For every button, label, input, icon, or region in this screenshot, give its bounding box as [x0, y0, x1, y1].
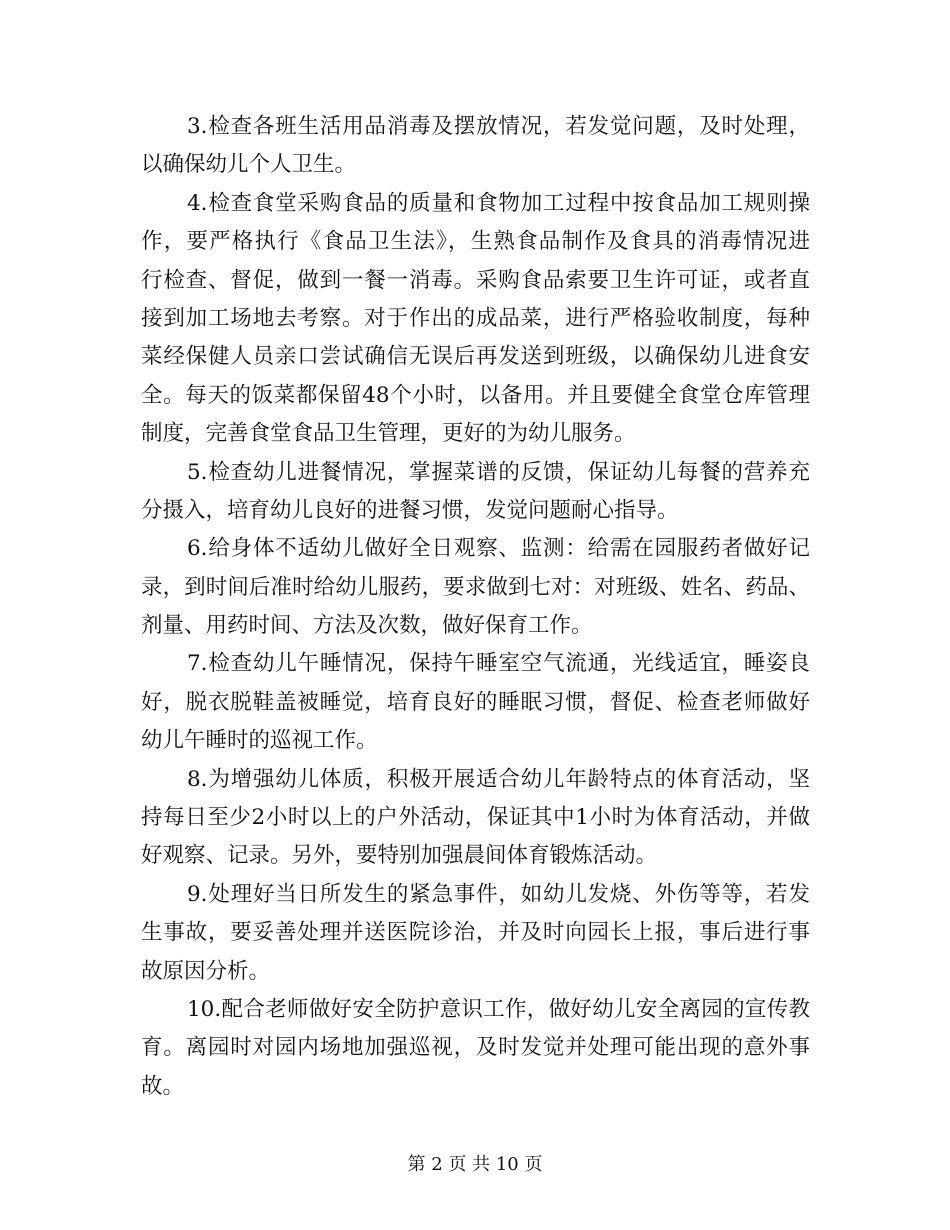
text-line: 行检查、督促，做到一餐一消毒。采购食品索要卫生许可证，或者直 — [141, 267, 810, 293]
text-line: 以确保幼儿个人卫生。 — [141, 152, 357, 178]
paragraph-item-5 — [141, 454, 810, 531]
text-line: 6.给身体不适幼儿做好全日观察、监测：给需在园服药者做好记 — [187, 536, 810, 562]
text-line: 录，到时间后准时给幼儿服药，要求做到七对：对班级、姓名、药品、 — [141, 574, 810, 600]
text-line: 幼儿午睡时的巡视工作。 — [141, 728, 378, 754]
text-line: 剂量、用药时间、方法及次数，做好保育工作。 — [141, 613, 593, 639]
paragraph-item-6 — [141, 530, 810, 645]
text-line: 接到加工场地去考察。对于作出的成品菜，进行严格验收制度，每种 — [141, 305, 810, 331]
text-line: 3.检查各班生活用品消毒及摆放情况，若发觉问题，及时处理， — [187, 114, 810, 139]
text-line: 4.检查食堂采购食品的质量和食物加工过程中按食品加工规则操 — [187, 190, 810, 216]
text-line: 8.为增强幼儿体质，积极开展适合幼儿年龄特点的体育活动，坚 — [187, 766, 810, 792]
body-text — [141, 108, 810, 1106]
paragraph-item-9 — [141, 876, 810, 991]
text-line: 故原因分析。 — [141, 958, 271, 984]
text-line: 10.配合老师做好安全防护意识工作，做好幼儿安全离园的宣传教 — [187, 996, 810, 1022]
text-line: 分摄入，培育幼儿良好的进餐习惯，发觉问题耐心指导。 — [141, 497, 679, 523]
paragraph-item-8 — [141, 761, 810, 876]
paragraph-item-10 — [141, 991, 810, 1106]
text-line: 故。 — [141, 1073, 185, 1099]
text-line: 育。离园时对园内场地加强巡视，及时发觉并处理可能出现的意外事 — [141, 1035, 810, 1061]
text-line: 作，要严格执行《食品卫生法》，生熟食品制作及食具的消毒情况进 — [141, 229, 810, 255]
text-line: 全。每天的饭菜都保留48个小时，以备用。并且要健全食堂仓库管理 — [141, 382, 810, 408]
paragraph-item-3 — [141, 108, 810, 185]
text-line: 制度，完善食堂食品卫生管理，更好的为幼儿服务。 — [141, 421, 636, 447]
text-line: 7.检查幼儿午睡情况，保持午睡室空气流通，光线适宜，睡姿良 — [187, 651, 810, 677]
text-line: 持每日至少2小时以上的户外活动，保证其中1小时为体育活动，并做 — [141, 805, 810, 831]
text-line: 9.处理好当日所发生的紧急事件，如幼儿发烧、外伤等等，若发 — [187, 881, 810, 907]
page-number-footer: 第 2 页 共 10 页 — [407, 1154, 543, 1175]
text-line: 菜经保健人员亲口尝试确信无误后再发送到班级，以确保幼儿进食安 — [141, 344, 810, 370]
text-line: 好观察、记录。另外，要特别加强晨间体育锻炼活动。 — [141, 843, 658, 869]
text-line: 好，脱衣脱鞋盖被睡觉，培育良好的睡眠习惯，督促、检查老师做好 — [141, 689, 810, 715]
paragraph-item-4 — [141, 185, 810, 454]
text-line: 5.检查幼儿进餐情况，掌握菜谱的反馈，保证幼儿每餐的营养充 — [187, 459, 810, 485]
text-line: 生事故，要妥善处理并送医院诊治，并及时向园长上报，事后进行事 — [141, 920, 810, 946]
paragraph-item-7 — [141, 645, 810, 760]
